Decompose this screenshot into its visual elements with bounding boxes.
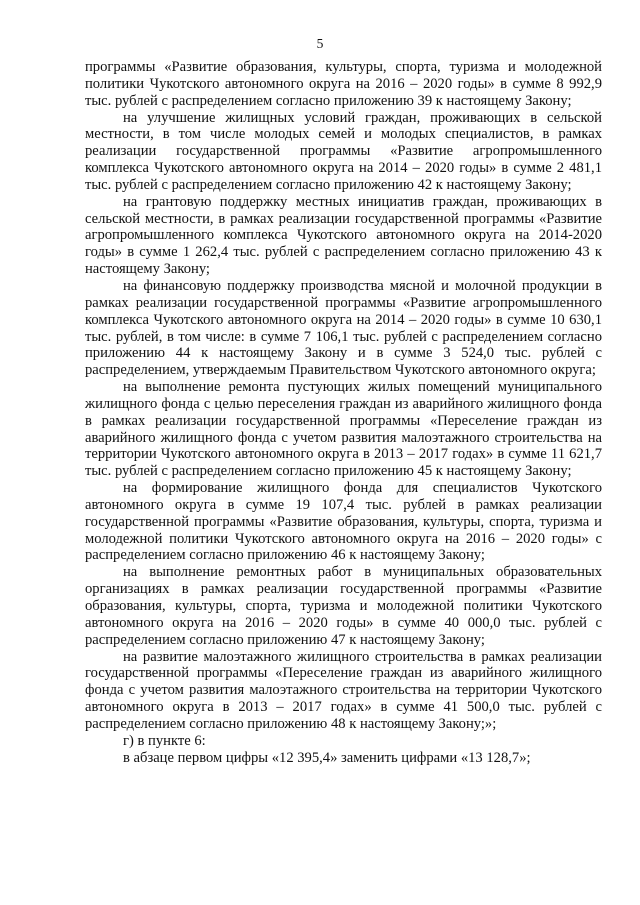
paragraph-8: на развитие малоэтажного жилищного строительства в рамках реализации государственной программы «Переселение граждан из аварийного жилищного фонда с учетом развития малоэтажного строительства на территории Чукотского автономного округа в 2013 – 2017 годах» в сумме 41 500,0 тыс. рублей с распределением согласно приложению 48 к настоящему Закону;»; — [85, 648, 602, 732]
page-number: 5 — [316, 36, 324, 51]
paragraph-9: г) в пункте 6: — [123, 732, 206, 749]
paragraph-2: на улучшение жилищных условий граждан, проживающих в сельской местности, в том числе молодых семей и молодых специалистов, в рамках реализации государственной программы «Развитие агропромышленного комплекса Чукотского автономного округа на 2014 – 2020 годы» в сумме 2 481,1 тыс. рублей с распределением согласно приложению 42 к настоящему Закону; — [85, 109, 602, 193]
paragraph-1: программы «Развитие образования, культуры, спорта, туризма и молодежной политики Чукотского автономного округа на 2016 – 2020 годы» в сумме 8 992,9 тыс. рублей с распределением согласно приложению 39 к настоящему Закону; — [85, 59, 602, 109]
paragraph-7: на выполнение ремонтных работ в муниципальных образовательных организациях в рамках реализации государственной программы «Развитие образования, культуры, спорта, туризма и молодежной политики Чукотского автономного округа на 2016 – 2020 годы» в сумме 40 000,0 тыс. рублей с распределением согласно приложению 47 к настоящему Закону; — [85, 564, 602, 648]
paragraph-4: на финансовую поддержку производства мясной и молочной продукции в рамках реализации государственной программы «Развитие агропромышленного комплекса Чукотского автономного округа на 2014 – 2020 годы» в сумме 10 630,1 тыс. рублей, в том числе: в сумме 7 106,1 тыс. рублей с распределением согласно приложению 44 к настоящему Закону и в сумме 3 524,0 тыс. рублей с распределением, утверждаемым Правительством Чукотского автономного округа; — [85, 277, 602, 379]
paragraph-10: в абзаце первом цифры «12 395,4» заменить цифрами «13 128,7»; — [123, 749, 531, 766]
paragraph-6: на формирование жилищного фонда для специалистов Чукотского автономного округа в сумме 19 107,4 тыс. рублей в рамках реализации государственной программы «Развитие образования, культуры, спорта, туризма и молодежной политики Чукотского автономного округа на 2016 – 2020 годы» с распределением согласно приложению 46 к настоящему Закону; — [85, 480, 602, 564]
paragraph-3: на грантовую поддержку местных инициатив граждан, проживающих в сельской местности, в рамках реализации государственной программы «Развитие агропромышленного комплекса Чукотского автономного округа на 2014-2020 годы» в сумме 1 262,4 тыс. рублей с распределением согласно приложению 43 к настоящему Закону; — [85, 193, 602, 278]
paragraph-5: на выполнение ремонта пустующих жилых помещений муниципального жилищного фонда с целью переселения граждан из аварийного жилищного фонда в рамках реализации государственной программы «Переселение граждан из аварийного жилищного фонда с учетом развития малоэтажного строительства на территории Чукотского автономного округа в 2013 – 2017 годах» в сумме 11 621,7 тыс. рублей с распределением согласно приложению 45 к настоящему Закону; — [85, 379, 602, 480]
document-body — [85, 59, 602, 766]
